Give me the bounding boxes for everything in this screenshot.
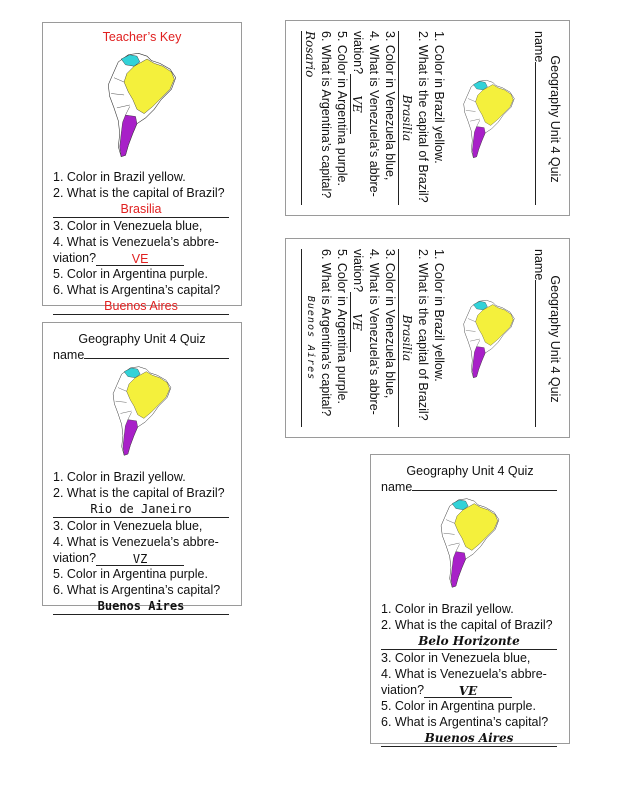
question-4: 4. What is Venezuela’s abbre- <box>53 535 219 549</box>
question-4-cont <box>43 250 241 266</box>
name-label: name <box>532 31 546 63</box>
quiz-title: Geography Unit 4 Quiz <box>78 332 206 346</box>
question-2: 2. What is the capital of Brazil? <box>53 186 225 200</box>
question-6: 6. What is Argentina’s capital? <box>319 31 333 199</box>
question-4-cont <box>43 550 241 566</box>
question-3: 3. Color in Venezuela blue, <box>383 249 397 399</box>
question-4-label: viation? <box>381 683 425 697</box>
question-4-label: viation? <box>351 249 365 293</box>
answer-abbreviation: VE <box>350 74 365 134</box>
answer-capital-brazil: Brasilia <box>398 249 415 427</box>
name-line <box>535 280 547 427</box>
name-row <box>371 479 569 495</box>
question-1: 1. Color in Brazil yellow. <box>53 470 186 484</box>
quiz-title: Geography Unit 4 Quiz <box>548 55 562 183</box>
question-1: 1. Color in Brazil yellow. <box>432 249 446 382</box>
south-america-map <box>444 77 534 161</box>
question-4: 4. What is Venezuela’s abbre- <box>367 249 381 415</box>
name-label: name <box>381 480 413 494</box>
rotated-content <box>286 21 570 216</box>
south-america-map <box>87 363 197 459</box>
answer-capital-argentina: Buenos Aires <box>301 249 318 427</box>
quiz-title: Geography Unit 4 Quiz <box>548 275 562 403</box>
south-america-map <box>444 297 534 381</box>
rotated-content <box>286 239 570 438</box>
answer-capital-argentina: Rosario <box>301 31 318 205</box>
question-6: 6. What is Argentina’s capital? <box>319 249 333 417</box>
answer-capital-argentina: Buenos Aires <box>53 598 229 615</box>
answer-capital-argentina: Buenos Aires <box>381 730 557 747</box>
question-1: 1. Color in Brazil yellow. <box>432 31 446 164</box>
answer-capital-brazil: Brasilia <box>398 31 415 205</box>
question-4: 4. What is Venezuela’s abbre- <box>367 31 381 197</box>
name-row <box>43 347 241 363</box>
question-2: 2. What is the capital of Brazil? <box>416 249 430 421</box>
student-quiz-card-b <box>370 454 570 744</box>
question-5: 5. Color in Argentina purple. <box>53 567 208 581</box>
question-5: 5. Color in Argentina purple. <box>335 249 349 404</box>
question-4-label: viation? <box>351 31 365 75</box>
answer-capital-brazil: Belo Horizonte <box>381 633 557 650</box>
question-3: 3. Color in Venezuela blue, <box>381 651 531 665</box>
question-5: 5. Color in Argentina purple. <box>335 31 349 186</box>
name-line <box>535 62 547 205</box>
question-4-cont <box>350 239 366 438</box>
question-4-label: viation? <box>53 551 97 565</box>
student-quiz-card-a <box>42 322 242 613</box>
rotated-quiz-card-2 <box>285 238 570 438</box>
question-6: 6. What is Argentina’s capital? <box>53 583 221 597</box>
question-3: 3. Color in Venezuela blue, <box>53 219 203 233</box>
name-label: name <box>53 348 85 362</box>
question-1: 1. Color in Brazil yellow. <box>381 602 514 616</box>
answer-capital-brazil: Brasilia <box>53 201 229 218</box>
south-america-map <box>415 495 525 591</box>
question-4: 4. What is Venezuela’s abbre- <box>381 667 547 681</box>
quiz-title: Geography Unit 4 Quiz <box>406 464 534 478</box>
question-2: 2. What is the capital of Brazil? <box>53 486 225 500</box>
question-2: 2. What is the capital of Brazil? <box>416 31 430 203</box>
question-4: 4. What is Venezuela’s abbre- <box>53 235 219 249</box>
south-america-map <box>87 49 197 161</box>
question-6: 6. What is Argentina’s capital? <box>381 715 549 729</box>
answer-abbreviation: VE <box>96 251 184 266</box>
name-line <box>84 347 229 359</box>
question-3: 3. Color in Venezuela blue, <box>383 31 397 181</box>
key-title: Teacher’s Key <box>102 30 182 44</box>
question-4-cont <box>371 682 569 698</box>
name-line <box>412 479 557 491</box>
teacher-key-card <box>42 22 242 313</box>
answer-abbreviation: VE <box>424 683 512 698</box>
question-5: 5. Color in Argentina purple. <box>381 699 536 713</box>
answer-capital-argentina: Buenos Aires <box>53 298 229 315</box>
answer-abbreviation: VZ <box>96 551 184 566</box>
question-5: 5. Color in Argentina purple. <box>53 267 208 281</box>
question-4-label: viation? <box>53 251 97 265</box>
question-1: 1. Color in Brazil yellow. <box>53 170 186 184</box>
answer-capital-brazil: Rio de Janeiro <box>53 501 229 518</box>
question-3: 3. Color in Venezuela blue, <box>53 519 203 533</box>
name-label: name <box>532 249 546 281</box>
question-4-cont <box>350 21 366 216</box>
question-2: 2. What is the capital of Brazil? <box>381 618 553 632</box>
question-6: 6. What is Argentina’s capital? <box>53 283 221 297</box>
answer-abbreviation: VE <box>350 292 365 352</box>
rotated-quiz-card-1 <box>285 20 570 216</box>
